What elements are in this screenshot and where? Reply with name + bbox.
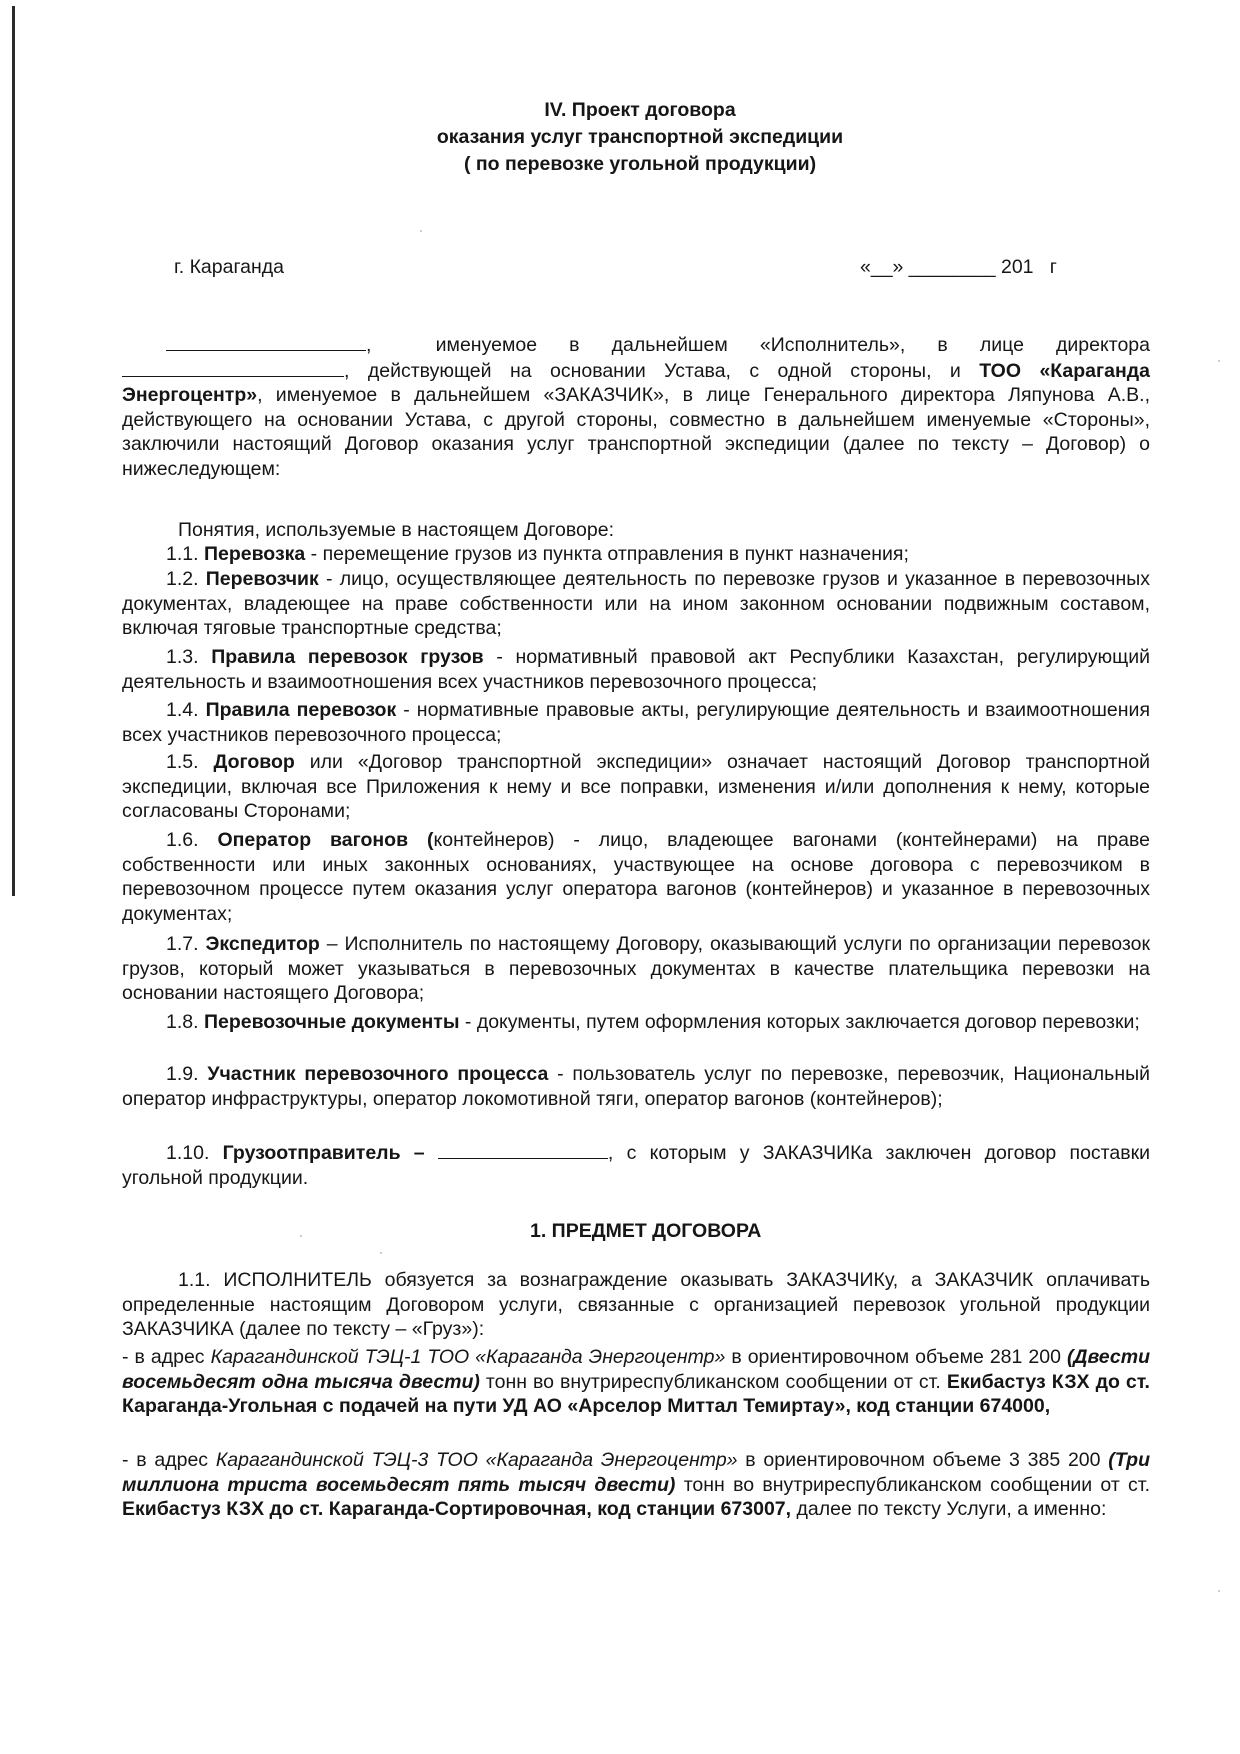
delivery-item-tec-1 [122, 1345, 1150, 1419]
definition-term: Оператор вагонов ( [217, 829, 434, 851]
item-prefix: - в адрес [122, 1449, 216, 1471]
preamble-part-2: , действующей на основании Устава, с одной стороны, и [344, 359, 961, 382]
definition-number: 1.8. [166, 1011, 199, 1033]
item-text: тонн во внутриреспубликанском сообщении от ст. [675, 1473, 1150, 1496]
delivery-item-tec-3 [122, 1448, 1150, 1522]
definition-number: 1.9. [166, 1063, 199, 1085]
definition-text: - пользователь услуг по перевозке, перевозчик, Национальный оператор инфраструктуры, оператор локомотивной тяги, оператор вагонов (контейнеров); [122, 1063, 1151, 1110]
definition-term: Экспедитор [205, 933, 320, 955]
definition-text: контейнеров) - лицо, владеющее вагонами (контейнерами) на праве собственности или иных законных основаниях, участвующее на основе договора с перевозчиком в перевозочном процессе путем оказания услуг оператора вагонов (контейнеров) и указанное в перевозочных документах; [122, 829, 1150, 925]
definition-text: - нормативные правовые акты, регулирующие деятельность и взаимоотношения всех участников перевозочного процесса; [122, 699, 1150, 746]
contract-date: «__» ________ 201 г [860, 256, 1057, 278]
definition-text: - документы, путем оформления которых заключается договор перевозки; [459, 1011, 1140, 1033]
definition-1-3 [122, 645, 1150, 694]
definition-term: Договор [213, 751, 295, 773]
definition-term: Перевозчик [205, 568, 319, 590]
doc-title-line-3: ( по перевозке угольной продукции) [463, 153, 817, 175]
definition-1-5 [122, 750, 1150, 824]
definition-text: – Исполнитель по настоящему Договору, оказывающий услуги по организации перевозок грузов, который может указываться в перевозочных документах в качестве плательщика перевозки на основании настоящего Договора; [122, 933, 1150, 1004]
item-volume-words: (Три миллиона триста восемьдесят пять тысяч двести) [122, 1449, 1150, 1496]
definition-text: , с которым у ЗАКАЗЧИКа заключен договор поставки угольной продукции. [122, 1142, 1151, 1189]
definition-term: Правила перевозок [205, 699, 397, 721]
section-1-title: 1. ПРЕДМЕТ ДОГОВОРА [530, 1220, 762, 1242]
definition-number: 1.4. [166, 699, 199, 721]
definition-term: Перевозка [203, 543, 306, 565]
definition-number: 1.6. [166, 829, 199, 851]
definition-number: 1.10. [166, 1142, 210, 1164]
definition-term: Участник перевозочного процесса [207, 1063, 549, 1085]
definition-number: 1.2. [166, 568, 199, 590]
item-volume: в ориентировочном объеме 281 200 [725, 1346, 1067, 1368]
item-destination: Карагандинской ТЭЦ-1 ТОО «Караганда Энергоцентр» [210, 1346, 726, 1368]
definition-number: 1.3. [166, 646, 199, 668]
item-destination: Карагандинской ТЭЦ-3 ТОО «Караганда Энергоцентр» [215, 1449, 738, 1471]
customer-name: ТОО «Караганда Энергоцентр» [122, 359, 1150, 406]
definition-text: - нормативный правовой акт Республики Казахстан, регулирующий деятельность и взаимоотношения всех участников перевозочного процесса; [122, 646, 1150, 693]
definition-term: Перевозочные документы [203, 1011, 460, 1033]
item-route: Екибастуз КЗХ до ст. Караганда-Сортировочная, код станции 673007, [122, 1498, 792, 1520]
doc-title-line-1: IV. Проект договора [544, 99, 736, 121]
definition-1-6 [122, 828, 1150, 926]
definition-number: 1.5. [166, 751, 199, 773]
definition-term: Грузоотправитель – [222, 1142, 438, 1164]
scan-speck [1218, 1590, 1220, 1592]
definitions-intro: Понятия, используемые в настоящем Договоре: [178, 519, 614, 541]
scan-speck [300, 1235, 302, 1237]
item-volume: в ориентировочном объеме 3 385 200 [737, 1449, 1109, 1471]
doc-title-line-2: оказания услуг транспортной экспедиции [436, 126, 844, 148]
item-text: тонн во внутриреспубликанском сообщении от ст. [479, 1370, 947, 1393]
definition-1-7 [122, 932, 1150, 1006]
director-name-blank [122, 358, 344, 377]
definition-text: - лицо, осуществляющее деятельность по перевозке грузов и указанное в перевозочных документах, владеющее на праве собственности или на ином законном основании подвижным составом, включая тяговые транспортные средства; [122, 568, 1150, 639]
item-tail: далее по тексту Услуги, а именно: [791, 1498, 1107, 1520]
item-route: Екибастуз КЗХ до ст. Караганда-Угольная с подачей на пути УД АО «Арселор Миттал Темиртау», код станции 674000, [122, 1370, 1150, 1417]
preamble-part-3: , именуемое в дальнейшем «ЗАКАЗЧИК», в лице Генерального директора Ляпунова А.В., действующего на основании Устава, с другой стороны, совместно в дальнейшем именуемые «Стороны», заключили настоящий Договор оказания услуг транспортной экспедиции (далее по тексту – Договор) о нижеследующем: [122, 384, 1150, 480]
definition-1-2 [122, 567, 1150, 641]
definition-term: Правила перевозок грузов [211, 646, 484, 668]
contract-place: г. Караганда [174, 256, 284, 278]
definition-number: 1.7. [166, 933, 199, 955]
preamble-part-1: именуемое в дальнейшем «Исполнитель», в лице директора [435, 334, 1150, 356]
scan-speck [380, 1252, 382, 1254]
definition-1-1 [122, 542, 1150, 567]
item-prefix: - в адрес [122, 1346, 211, 1368]
definition-1-8 [122, 1010, 1150, 1035]
definition-text: или «Договор транспортной экспедиции» означает настоящий Договор транспортной экспедиции, включая все Приложения к нему и все поправки, изменения и/или дополнения к нему, которые согласованы Сторонами; [122, 751, 1150, 822]
clause-1-1: 1.1. ИСПОЛНИТЕЛЬ обязуется за вознаграждение оказывать ЗАКАЗЧИКу, а ЗАКАЗЧИК оплачивать определенные настоящим Договором услуги, связанные с организацией перевозок угольной продукции ЗАКАЗЧИКА (далее по тексту – «Груз»): [122, 1269, 1150, 1340]
item-volume-words: (Двести восемьдесят одна тысяча двести) [122, 1346, 1150, 1393]
definition-1-4 [122, 698, 1150, 747]
scan-speck [420, 230, 422, 232]
scan-speck [1218, 360, 1220, 362]
binder-edge [12, 6, 15, 896]
preamble: , именуемое в дальнейшем «Исполнитель», в лице директора , действующей на основании Устава, с одной стороны, и ТОО «Караганда Энергоцентр», именуемое в дальнейшем «ЗАКАЗЧИК», в лице Генерального директора Ляпунова А.В., действующего на основании Устава, с другой стороны, совместно в дальнейшем именуемые «Стороны», заключили настоящий Договор оказания услуг транспортной экспедиции (далее по тексту – Договор) о нижеследующем: [122, 334, 1150, 480]
definition-text: - перемещение грузов из пункта отправления в пункт назначения; [305, 543, 909, 565]
definition-number: 1.1. [166, 543, 199, 565]
definition-1-9 [122, 1062, 1150, 1111]
shipper-name-blank [438, 1140, 608, 1159]
executor-name-blank [166, 332, 366, 351]
definition-1-10 [122, 1140, 1150, 1190]
